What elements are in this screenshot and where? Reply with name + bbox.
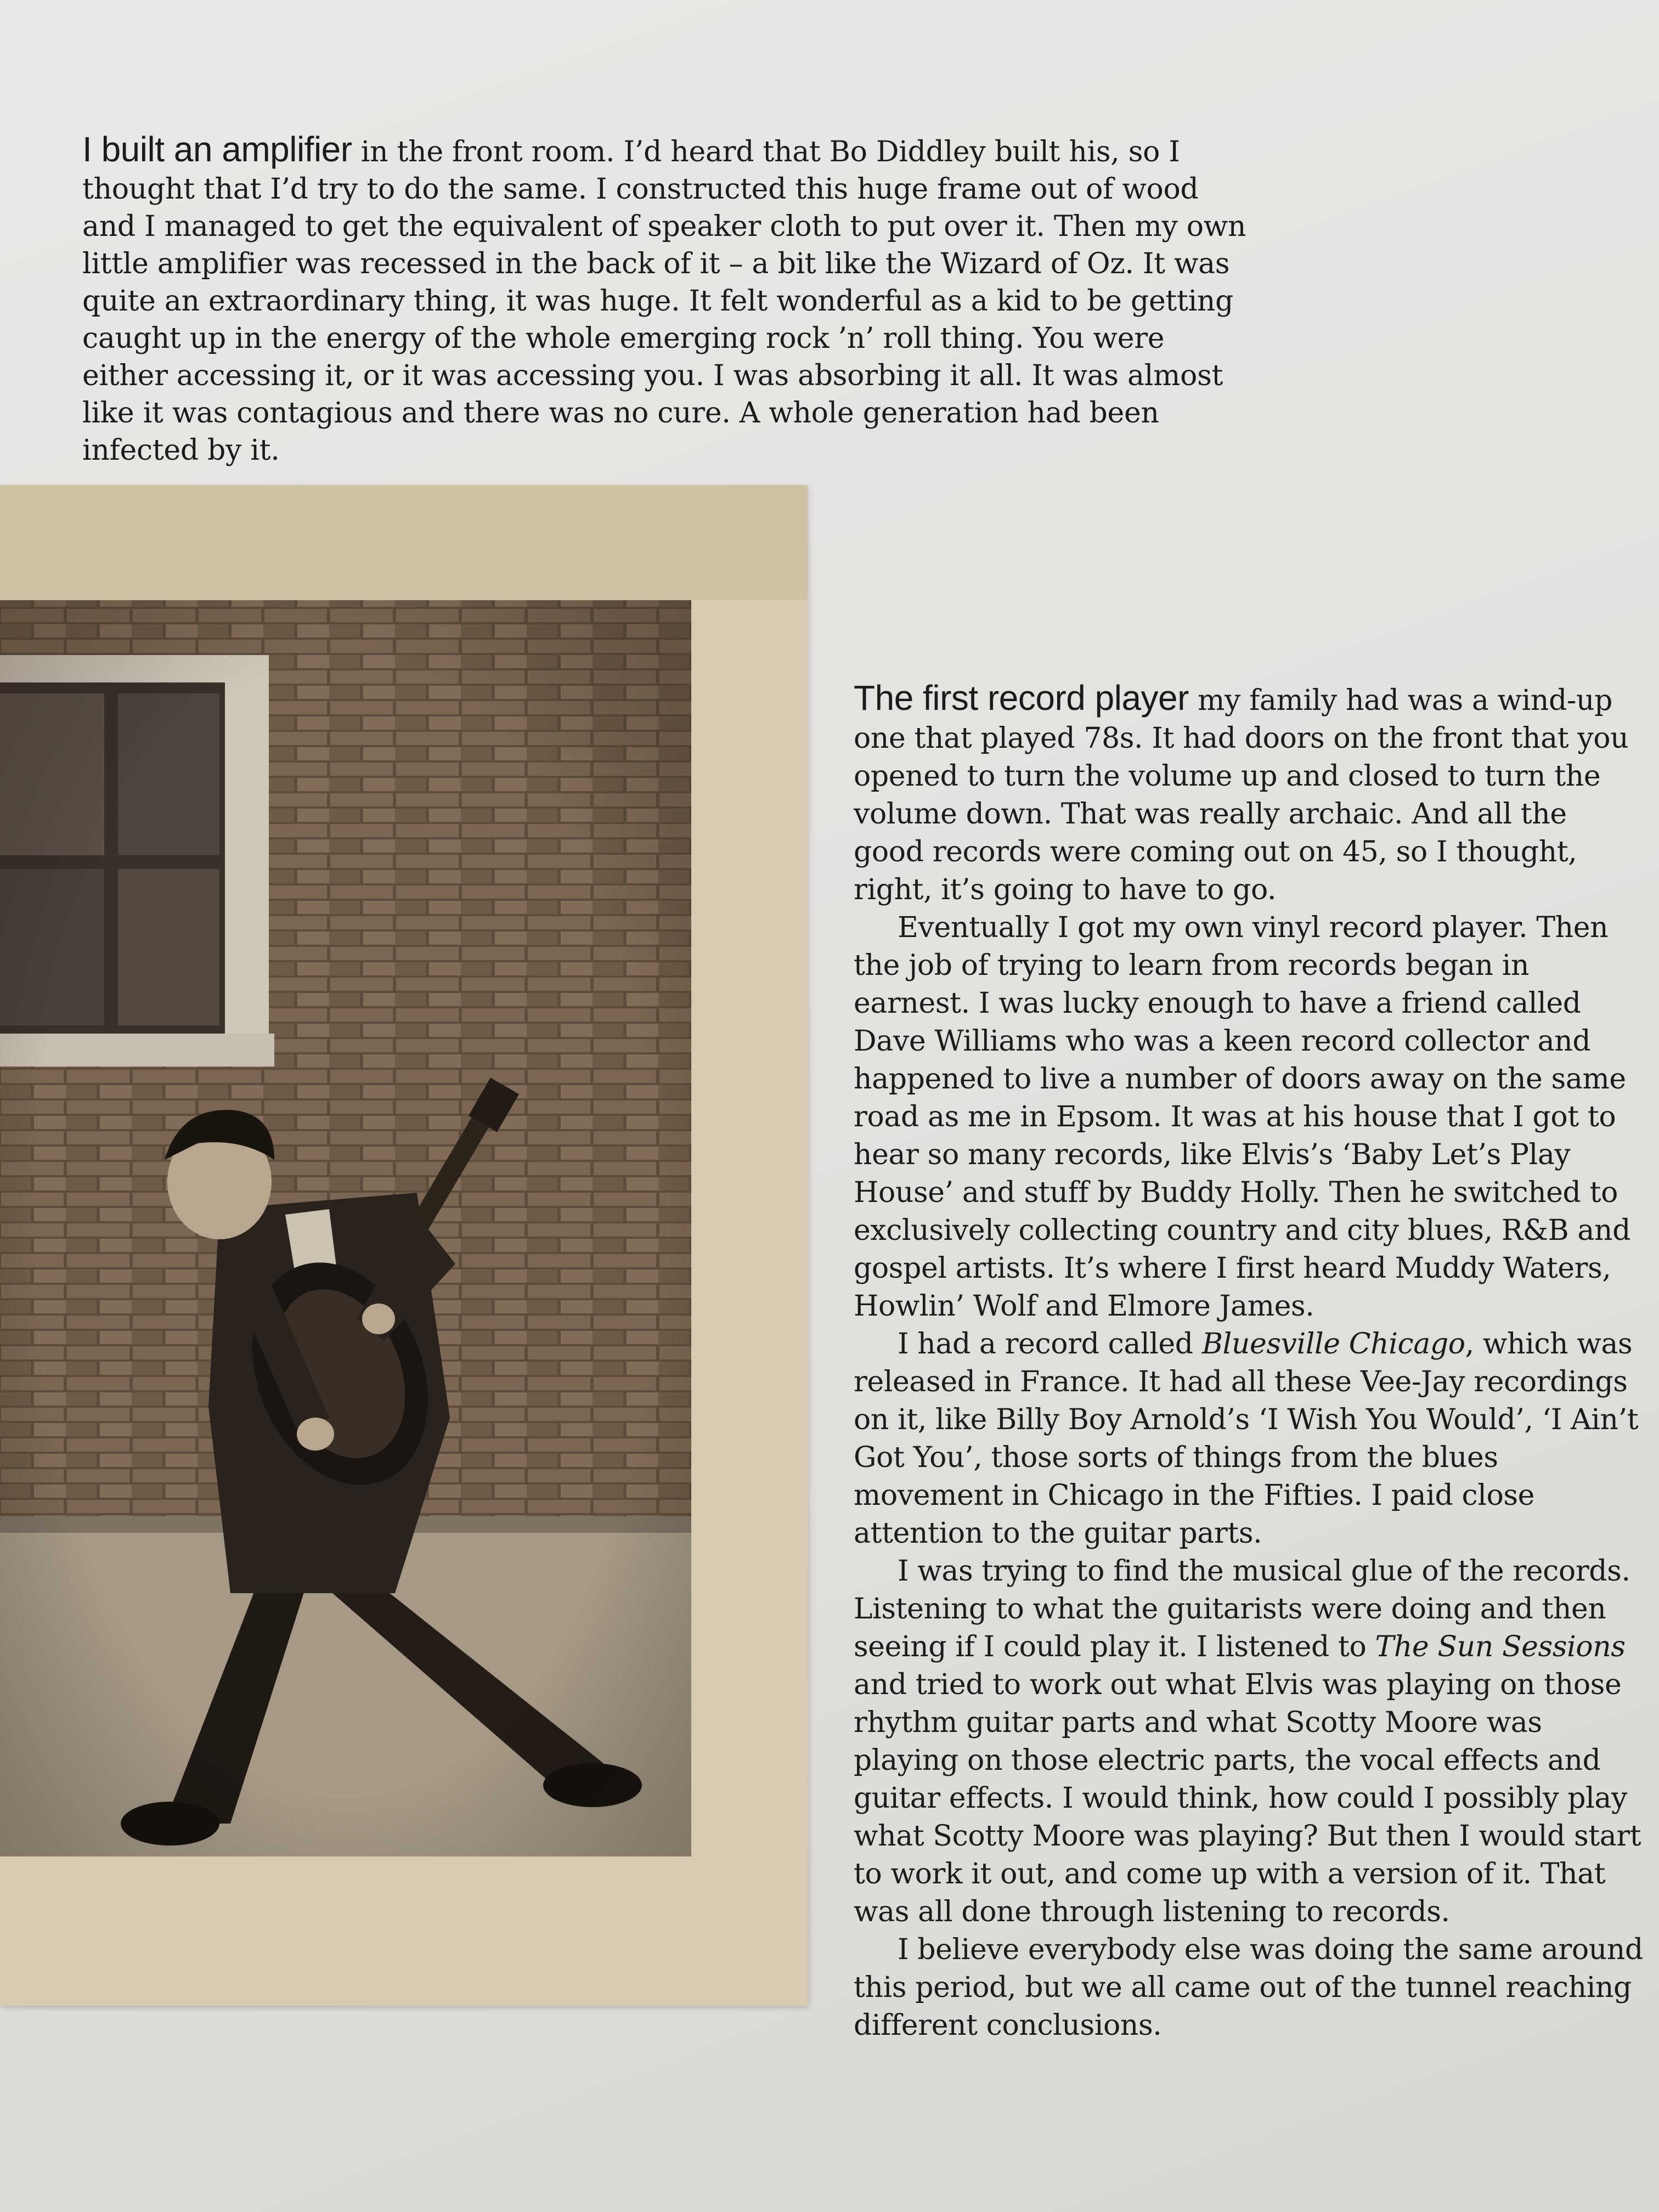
photograph-image <box>0 485 808 2006</box>
album-title-bluesville-chicago: Bluesville Chicago <box>1201 1328 1465 1361</box>
paragraph-3-text-a: I had a record called <box>898 1328 1202 1361</box>
paragraph-4 <box>854 1553 1644 1931</box>
paragraph-1-text: my family had was a wind-up one that played 78s. It had doors on the front that you opened to turn the volume up and closed to turn the volume down. That was really archaic. And all the good records were coming out on 45, so I thought, right, it’s going to have to go. <box>854 684 1629 906</box>
album-title-sun-sessions: The Sun Sessions <box>1375 1630 1626 1663</box>
lead-heading-amplifier: I built an amplifier <box>82 129 352 169</box>
paragraph-1 <box>854 679 1644 909</box>
paragraph-5: I believe everybody else was doing the same around this period, but we all came out of the tunnel reaching different conclusions. <box>854 1933 1643 2042</box>
paragraph-2: Eventually I got my own vinyl record player. Then the job of trying to learn from records began in earnest. I was lucky enough to have a friend called Dave Williams who was a keen record collector and happened to live a number of doors away on the same road as me in Epsom. It was at his house that I got to hear so many records, like Elvis’s ‘Baby Let’s Play House’ and stuff by Buddy Holly. Then he switched to exclusively collecting country and city blues, R&B and gospel artists. It’s where I first heard Muddy Waters, Howlin’ Wolf and Elmore James. <box>854 911 1630 1323</box>
paragraph-3 <box>854 1325 1644 1553</box>
lead-heading-record-player: The first record player <box>854 678 1189 718</box>
text-column-record-player <box>854 679 1644 2045</box>
paragraph-4-text-b: and tried to work out what Elvis was playing on those rhythm guitar parts and what Scotty Moore was playing on those electric parts, the vocal effects and guitar effects. I would think, how could I possibly play what Scotty Moore was playing? But then I would start to work it out, and come up with a version of it. That was all done through listening to records. <box>854 1668 1641 1928</box>
paragraph-amplifier <box>82 131 1251 469</box>
paragraph-text: in the front room. I’d heard that Bo Diddley built his, so I thought that I’d try to do the same. I constructed this huge frame out of wood and I managed to get the equivalent of speaker cloth to put over it. Then my own little amplifier was recessed in the back of it – a bit like the Wizard of Oz. It was quite an extraordinary thing, it was huge. It felt wonderful as a kid to be getting caught up in the energy of the whole emerging rock ’n’ roll thing. You were either accessing it, or it was accessing you. I was absorbing it all. It was almost like it was contagious and there was no cure. A whole generation had been infected by it. <box>82 136 1246 467</box>
paragraph-3-text-b: , which was released in France. It had all these Vee-Jay recordings on it, like Billy Boy Arnold’s ‘I Wish You Would’, ‘I Ain’t Got You’, those sorts of things from the blues movement in Chicago in the Fifties. I paid close attention to the guitar parts. <box>854 1328 1639 1550</box>
paragraph-4-text-a: I was trying to find the musical glue of the records. Listening to what the guitarists were doing and then seeing if I could play it. I listened to <box>854 1555 1630 1663</box>
photograph-boy-with-guitar <box>0 485 808 2006</box>
